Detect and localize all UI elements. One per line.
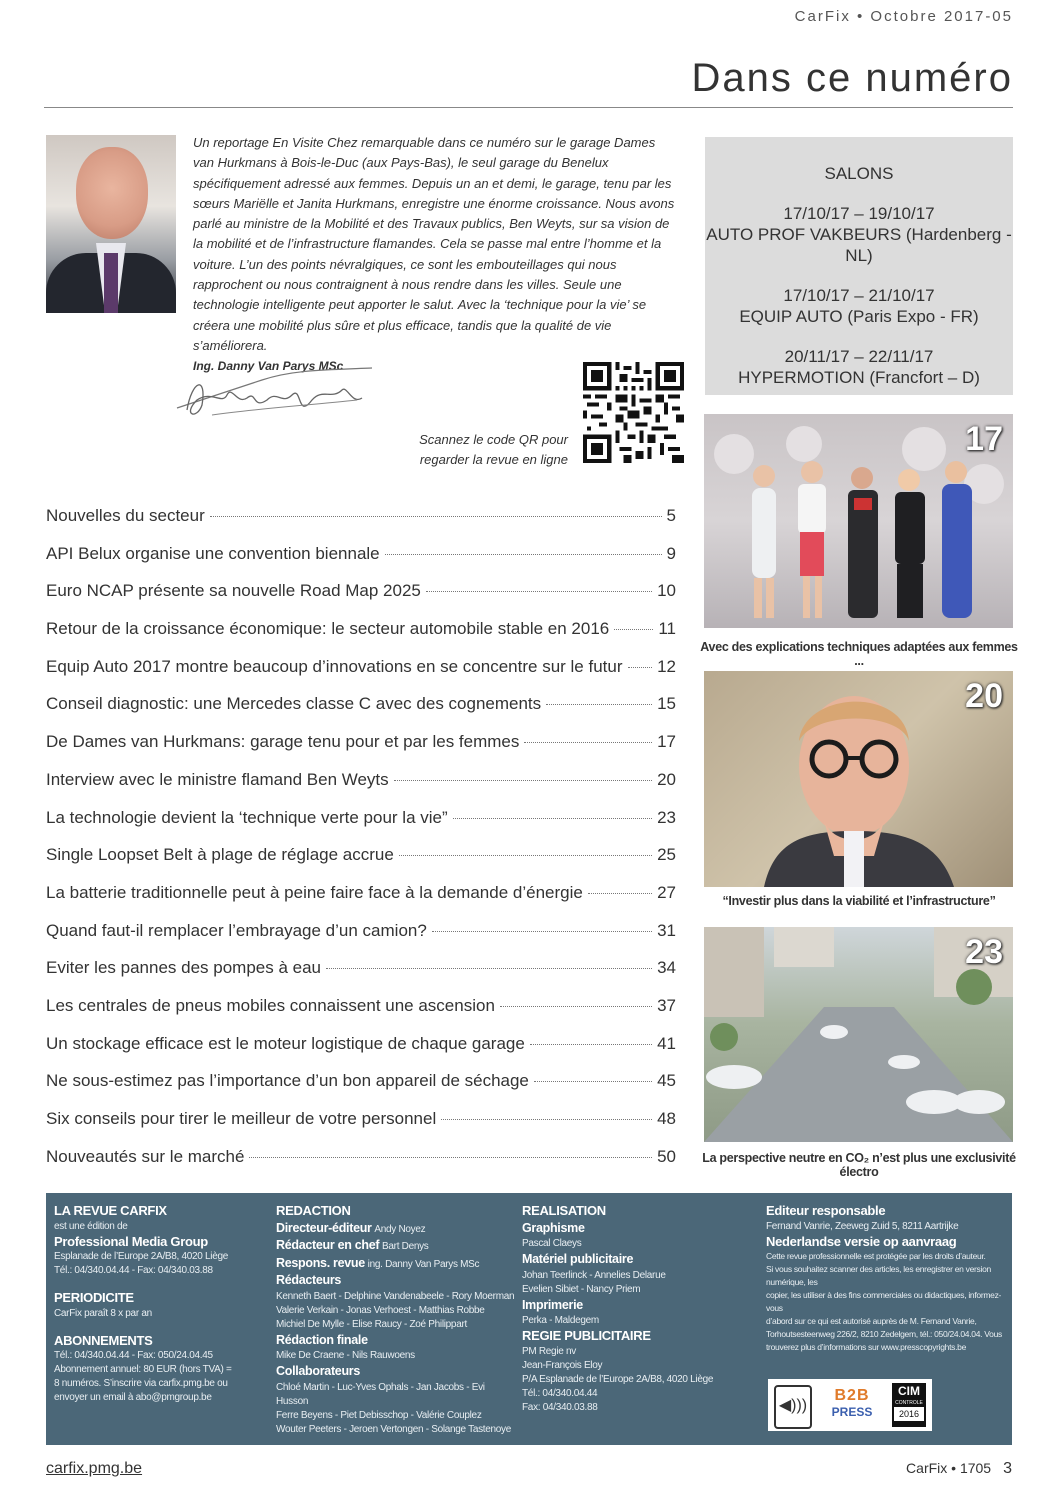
toc-title: Retour de la croissance économique: le secteur automobile stable en 2016 [46,619,610,639]
colophon-copyright-text: copier, les utiliser à des fins commerciales ou didactiques, informez-vous [766,1290,1002,1313]
colophon-text: Esplanade de l’Europe 2A/B8, 4020 Liège [54,1251,228,1262]
toc-title: Nouveautés sur le marché [46,1146,245,1166]
editorial-intro [193,133,679,377]
feature-page-number: 23 [965,933,1003,971]
feature-caption: La perspective neutre en CO₂ n’est plus une exclusivité électro [702,1151,1016,1179]
toc-title: La batterie traditionnelle peut à peine faire face à la demande d’énergie [46,882,583,902]
colophon-text: est une édition de [54,1220,128,1232]
toc-page: 12 [657,656,676,676]
colophon-heading: LA REVUE CARFIX [54,1203,167,1218]
toc-item[interactable] [46,845,676,883]
colophon-person: Bart Denys [382,1241,429,1252]
colophon-role: Collaborateurs [276,1364,361,1378]
toc-title: Nouvelles du secteur [46,506,205,525]
toc-title: Conseil diagnostic: une Mercedes classe C avec des cognements [46,694,542,714]
salons-title: SALONS [824,164,894,183]
toc-item[interactable] [46,1034,676,1072]
colophon-col-redaction [276,1203,516,1437]
salon-event [705,203,1013,266]
table-of-contents [46,506,676,1184]
colophon-role: Rédacteurs [276,1273,342,1287]
salon-dates: 17/10/17 – 19/10/17 [783,204,935,223]
colophon-text: P/A Esplanade de l’Europe 2A/B8, 4020 Liège [522,1373,714,1385]
colophon-text: 8 numéros. S’inscrire via carfix.pmg.be ou [54,1378,228,1389]
toc-title: API Belux organise une convention biennale [46,543,380,563]
colophon-role: Graphisme [522,1220,585,1235]
feature-caption: “Investir plus dans la viabilité et l’infrastructure” [722,894,996,908]
toc-item[interactable] [46,694,676,732]
toc-item[interactable] [46,1109,676,1147]
colophon-role: Imprimerie [522,1297,583,1312]
page-title: Dans ce numéro [691,56,1013,100]
toc-page: 31 [657,920,676,940]
salon-dates: 20/11/17 – 22/11/17 [784,347,934,366]
toc-page: 23 [657,807,676,827]
feature-page-number: 20 [965,677,1003,715]
toc-title: Single Loopset Belt à plage de réglage accrue [46,845,394,865]
colophon-heading: REGIE PUBLICITAIRE [522,1328,651,1343]
editor-portrait [46,135,176,313]
toc-page: 48 [657,1109,676,1128]
toc-item[interactable] [46,1071,676,1109]
feature-photo-future-city[interactable] [704,927,1013,1142]
toc-page: 34 [657,958,676,978]
colophon-text: Tél.: 04/340.04.44 [522,1387,598,1399]
page-footer [800,1460,1012,1478]
b2b-press-logo: B2B PRESS [831,1387,873,1419]
running-head: CarFix • Octobre 2017-05 [794,8,1013,25]
toc-page: 50 [657,1146,676,1166]
colophon-heading: ABONNEMENTS [54,1332,153,1348]
toc-item[interactable] [46,581,676,619]
colophon-text: Jean-François Eloy [522,1359,603,1371]
colophon-col-realisation [522,1203,752,1415]
salon-name: EQUIP AUTO (Paris Expo - FR) [739,307,979,326]
toc-page: 27 [657,882,676,902]
colophon-person: Valerie Verkain - Jonas Verhoest - Matthias Robbe [276,1304,485,1316]
toc-title: Euro NCAP présente sa nouvelle Road Map 2025 [46,581,421,601]
feature-caption: Avec des explications techniques adaptées aux femmes ... [700,640,1018,668]
toc-title: Six conseils pour tirer le meilleur de votre personnel [46,1109,437,1128]
colophon-heading: PERIODICITE [54,1290,134,1305]
colophon-text: Tél.: 04/340.04.44 - Fax: 050/24.04.45 [54,1350,213,1361]
toc-title: Les centrales de pneus mobiles connaissent une ascension [46,995,495,1015]
toc-page: 41 [657,1033,676,1053]
colophon-person: Wouter Peeters - Jeroen Vertongen - Solange Tastenoye [276,1423,511,1435]
page-number: 3 [1003,1460,1012,1477]
toc-item[interactable] [46,921,676,959]
colophon-person: Evelien Sibiet - Nancy Priem [522,1283,641,1295]
qr-code[interactable] [583,362,684,463]
toc-item[interactable] [46,996,676,1034]
colophon-heading: REALISATION [522,1203,606,1218]
toc-item[interactable] [46,544,676,582]
colophon-person: Perka - Maldegem [522,1315,599,1326]
toc-title: Un stockage efficace est le moteur logistique de chaque garage [46,1033,525,1053]
toc-item[interactable] [46,619,676,657]
salons-box [705,137,1013,395]
toc-item[interactable] [46,958,676,996]
colophon-text: Tél.: 04/340.04.44 - Fax: 04/340.03.88 [54,1265,213,1276]
colophon-person: Pascal Claeys [522,1238,582,1249]
feature-photo-minister[interactable] [704,671,1013,887]
salon-event [705,346,1013,388]
toc-page: 20 [657,769,676,789]
toc-page: 17 [657,732,676,752]
salon-name: HYPERMOTION (Francfort – D) [738,368,980,387]
website-link[interactable]: carfix.pmg.be [46,1460,143,1477]
handwritten-signature [172,360,382,430]
toc-page: 37 [657,995,676,1015]
colophon-person: Johan Teerlinck - Annelies Delarue [522,1269,666,1281]
colophon-text: Fernand Vanrie, Zeeweg Zuid 5, 8211 Aartrijke [766,1220,959,1232]
salon-event [705,285,1013,327]
colophon-text: CarFix paraît 8 x par an [54,1307,152,1319]
certification-logos [768,1379,932,1431]
colophon-copyright-text: trouverez plus d’informations sur www.presscopyrights.be [766,1342,967,1352]
toc-title: Interview avec le ministre flamand Ben Weyts [46,769,389,789]
colophon-person: Kenneth Baert - Delphine Vandenabeele - Rory Moerman [276,1290,515,1302]
toc-title: Equip Auto 2017 montre beaucoup d’innovations en se concentre sur le futur [46,656,623,676]
title-rule [44,107,1013,108]
colophon-text: Abonnement annuel: 80 EUR (hors TVA) = [54,1364,232,1375]
toc-page: 5 [666,506,676,525]
colophon-role: Rédacteur en chef [276,1238,380,1252]
toc-item[interactable] [46,506,676,544]
colophon-person: Andy Noyez [374,1223,426,1235]
toc-item[interactable] [46,1147,676,1185]
toc-page: 25 [657,845,676,865]
toc-item[interactable] [46,808,676,846]
copyright-speaker-icon: ◀))) [774,1385,812,1429]
salon-dates: 17/10/17 – 21/10/17 [783,286,935,305]
colophon-heading: REDACTION [276,1203,351,1218]
toc-item[interactable] [46,732,676,770]
toc-page: 10 [657,581,676,601]
colophon-text: Fax: 04/340.03.88 [522,1401,598,1413]
toc-title: La technologie devient la ‘technique verte pour la vie” [46,807,448,827]
colophon-copyright-text: d’abord sur ce qui est autorisé auprès de M. Fernand Vanrie, [766,1316,977,1326]
colophon-text: envoyer un email à abo@pmgroup.be [54,1392,212,1403]
toc-page: 45 [657,1071,676,1091]
colophon-heading: Nederlandse versie op aanvraag [766,1233,957,1249]
colophon-copyright-text: Torhoutsesteenweg 226/2, 8210 Zedelgem, tél.: 050/24.04.04. Vous [766,1329,1002,1339]
colophon-copyright-text: Si vous souhaitez scanner des articles, les enregistrer en version numérique, les [766,1264,991,1287]
colophon-role: Matériel publicitaire [522,1252,634,1266]
toc-title: Ne sous-estimez pas l’importance d’un bon appareil de séchage [46,1071,529,1091]
qr-caption: Scannez le code QR pour regarder la revue en ligne [419,432,568,467]
salon-name: AUTO PROF VAKBEURS (Hardenberg - NL) [706,225,1012,265]
colophon-person: Mike De Craene - Nils Rauwoens [276,1350,415,1361]
colophon-role: Directeur-éditeur [276,1220,372,1235]
colophon-person: Michiel De Mylle - Elise Raucy - Zoé Philippart [276,1318,467,1330]
colophon-col-publisher [766,1203,1006,1354]
cim-logo: CIM CONTROLE 2016 [892,1383,926,1427]
toc-title: Eviter les pannes des pompes à eau [46,958,322,978]
toc-title: De Dames van Hurkmans: garage tenu pour et par les femmes [46,732,520,752]
toc-page: 15 [657,694,676,714]
toc-item[interactable] [46,657,676,695]
editorial-signature-name: Ing. Danny Van Parys MSc [193,359,344,374]
colophon-col-magazine [54,1203,264,1405]
toc-page: 11 [658,619,676,639]
colophon-text: PM Regie nv [522,1345,576,1357]
colophon-person: ing. Danny Van Parys MSc [367,1258,480,1270]
colophon-person: Ferre Beyens - Piet Debisschop - Valérie Couplez [276,1409,482,1421]
colophon-copyright-text: Cette revue professionnelle est protégée par les droits d’auteur. [766,1251,986,1261]
editorial-text: Un reportage En Visite Chez remarquable dans ce numéro sur le garage Dames van Hurkmans à Bois-le-Duc (aux Pays-Bas), le seul garage du Benelux spécifiquement adressé aux femmes. Depuis un an et demi, le garage, tenu par les sœurs Mariëlle et Janita Hurkmans, enregistre une énorme croissance. Nous avons parlé au ministre de la Mobilité et des Travaux publics, Ben Weyts, sur sa vision de la mobilité et de l’infrastructure flamandes. Cela se passe mal entre l’homme et la voiture. L’un des points névralgiques, ce sont les embouteillages qui nous rapprochent ou nous contraignent à nous rendre dans les villes. Seule une technologie intelligente peut apporter le salut. Avec la ‘technique pour la vie’ se créera une mobilité plus sûre et plus efficace, tandis que la qualité de vie s’améliorera. [193,135,675,353]
feature-page-number: 17 [965,420,1003,458]
toc-page: 9 [666,543,676,563]
colophon-heading: Editeur responsable [766,1203,886,1218]
colophon-box [46,1193,1012,1445]
toc-item[interactable] [46,883,676,921]
toc-title: Quand faut-il remplacer l’embrayage d’un camion? [46,920,427,940]
colophon-role: Respons. revue [276,1255,365,1270]
colophon-publisher: Professional Media Group [54,1233,208,1249]
issue-label: CarFix • 1705 [906,1460,992,1476]
toc-item[interactable] [46,770,676,808]
colophon-person: Chloé Martin - Luc-Yves Ophals - Jan Jacobs - Evi Husson [276,1381,485,1407]
colophon-role: Rédaction finale [276,1332,368,1347]
feature-photo-garage-women[interactable] [704,414,1013,628]
